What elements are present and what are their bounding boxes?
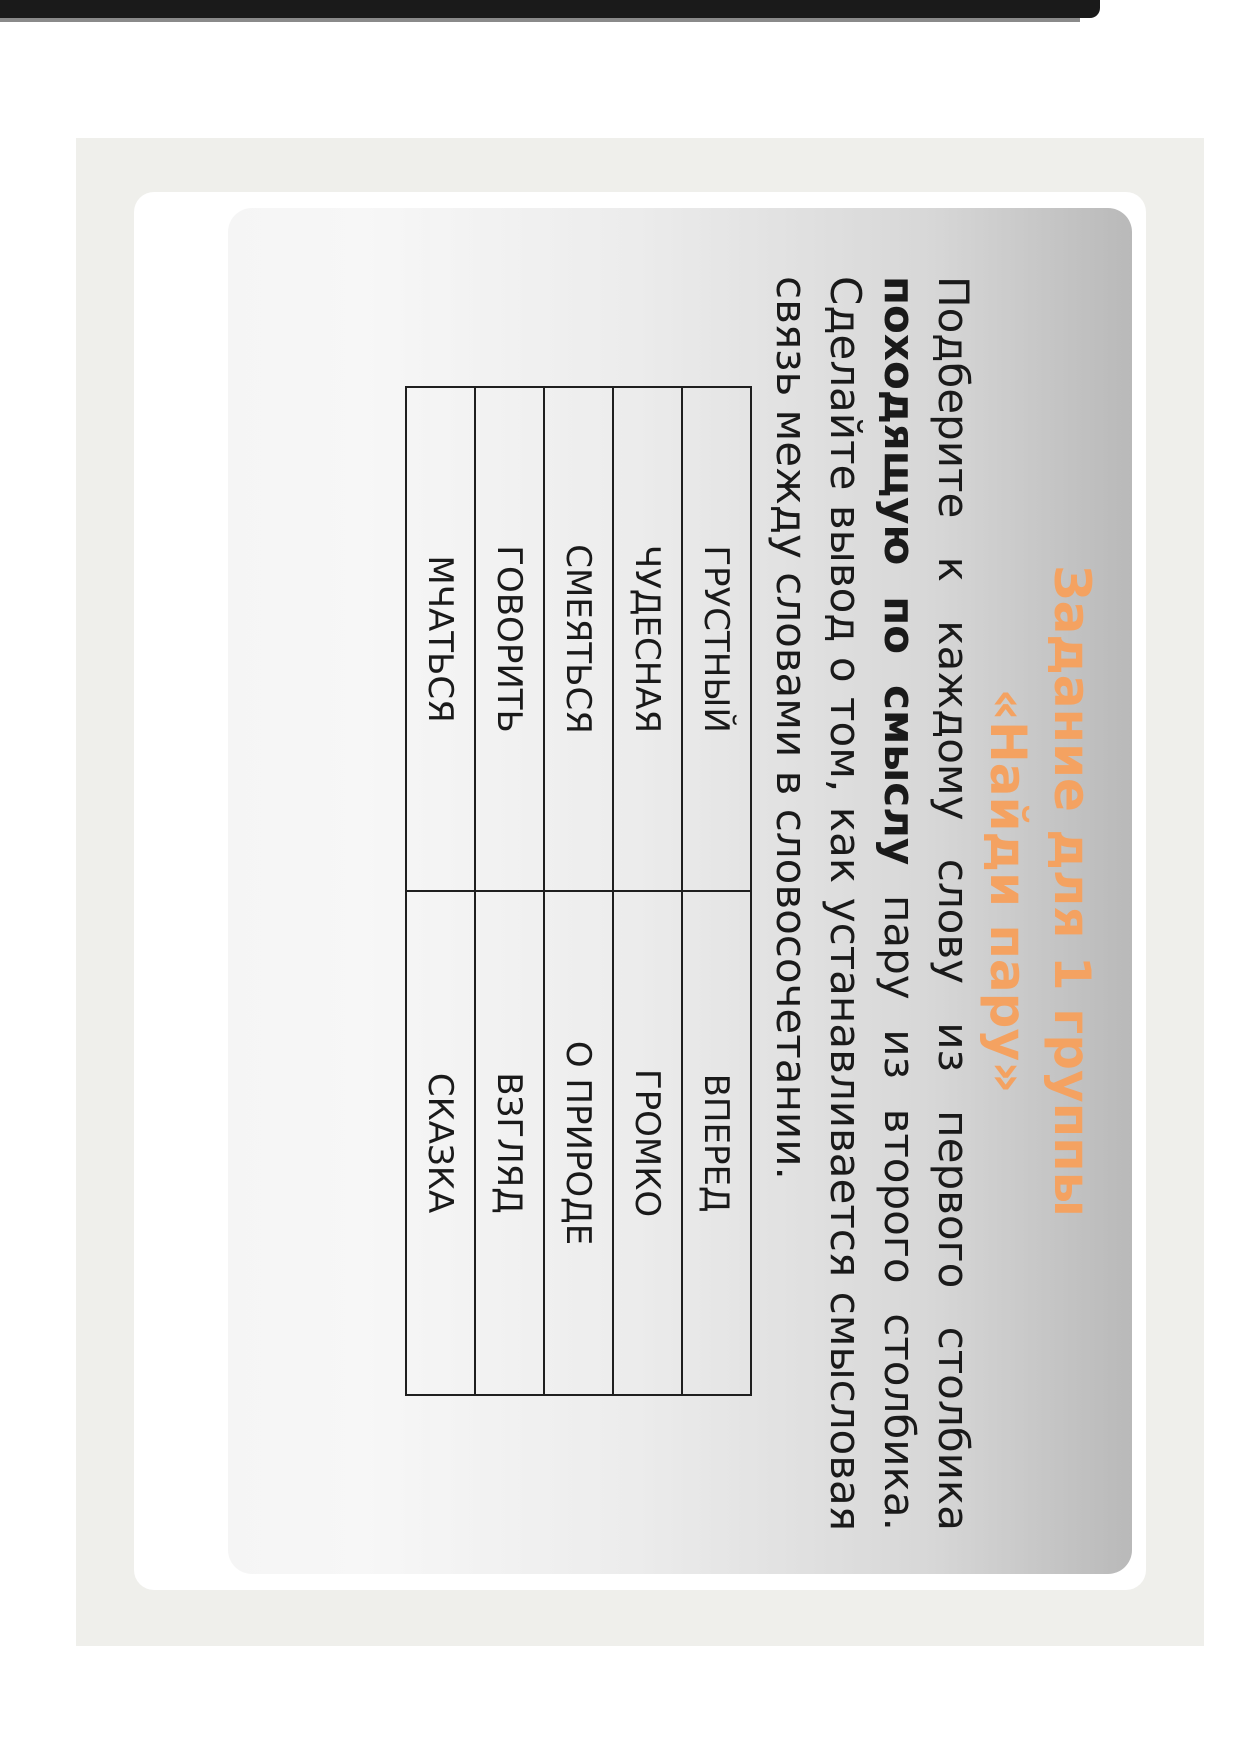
first-column-word: ГРУСТНЫЙ xyxy=(682,387,751,891)
first-column-word: МЧАТЬСЯ xyxy=(406,387,475,891)
second-column-word: ВЗГЛЯД xyxy=(475,891,544,1395)
second-column-word: СКАЗКА xyxy=(406,891,475,1395)
slide-panel xyxy=(228,208,1132,1574)
scan-edge-light xyxy=(0,18,1080,22)
instructions-part-1: Подберите к каждому слову из первого столбика xyxy=(929,276,978,1531)
title-line-2: «Найди пару» xyxy=(979,688,1037,1094)
slide-title xyxy=(976,208,1104,1574)
second-column-word: ВПЕРЕД xyxy=(682,891,751,1395)
word-pair-table xyxy=(405,386,752,1396)
title-line-1: Задание для 1 группы xyxy=(1043,565,1101,1217)
slide-content xyxy=(228,208,1132,1574)
table-row xyxy=(475,387,544,1395)
first-column-word: СМЕЯТЬСЯ xyxy=(544,387,613,891)
first-column-word: ЧУДЕСНАЯ xyxy=(613,387,682,891)
task-instructions xyxy=(764,276,980,1531)
table-row xyxy=(406,387,475,1395)
second-column-word: О ПРИРОДЕ xyxy=(544,891,613,1395)
first-column-word: ГОВОРИТЬ xyxy=(475,387,544,891)
table-row xyxy=(682,387,751,1395)
table-row xyxy=(613,387,682,1395)
table-row xyxy=(544,387,613,1395)
instructions-emphasis: походящую по смыслу xyxy=(875,276,924,866)
scan-edge-dark xyxy=(0,0,1100,18)
instructions-part-2: пару из второго столбика. Сделайте вывод о том, как устанавливается смысловая связь между словами в словосочетании. xyxy=(767,276,924,1531)
second-column-word: ГРОМКО xyxy=(613,891,682,1395)
